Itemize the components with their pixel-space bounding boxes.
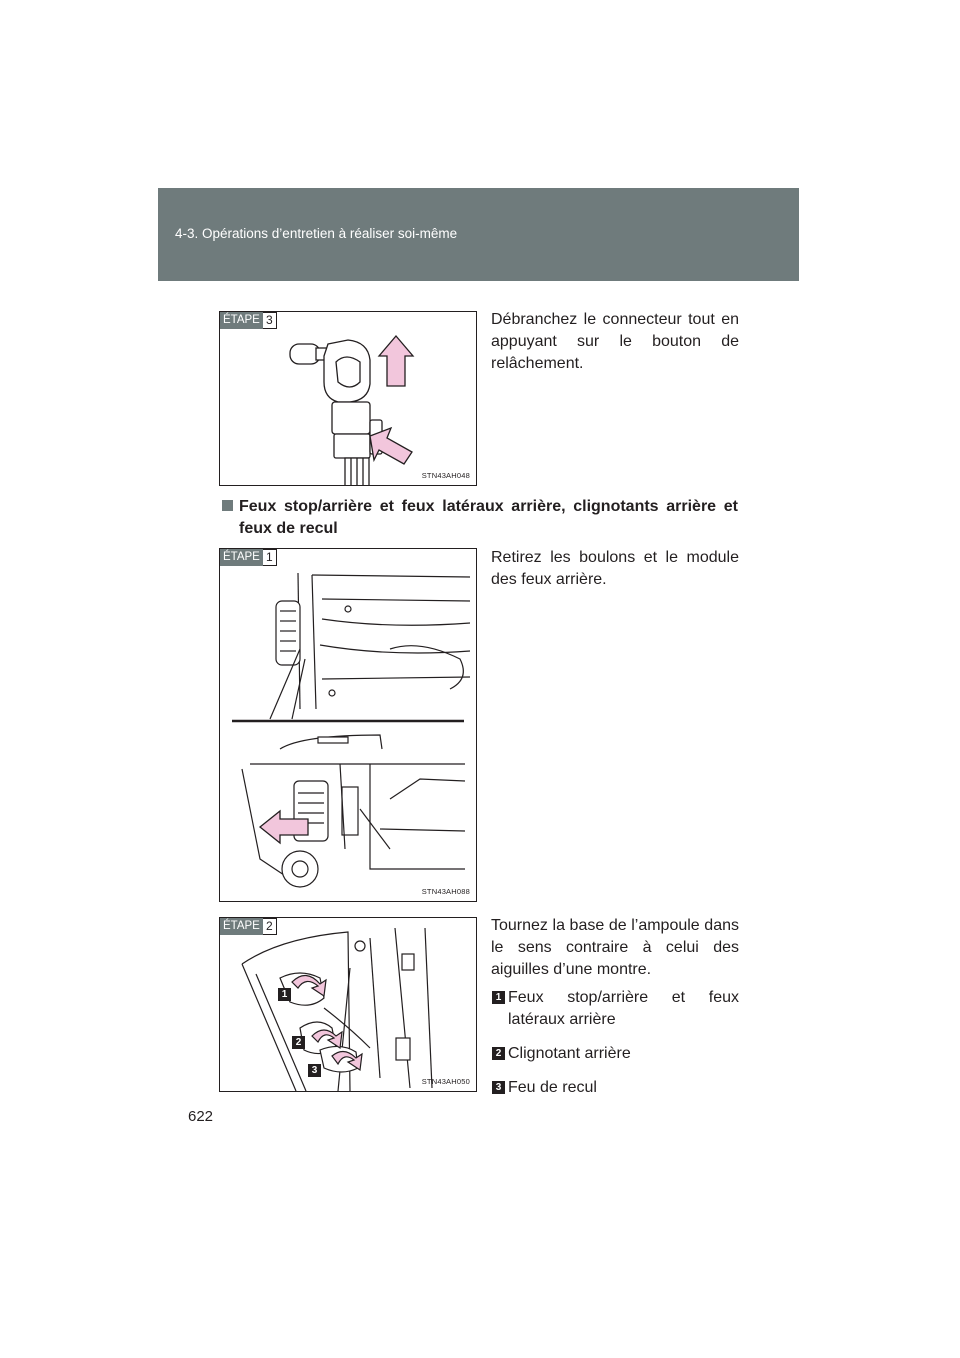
step-3-instruction: Débranchez le connecteur tout en appuyant sur le bouton de relâchement. [491,311,739,372]
section-heading-text: Feux stop/arrière et feux latéraux arrière, clignotants arrière et feux de recul [239,498,738,537]
legend-number: 3 [492,1081,505,1094]
step-number: 3 [263,312,277,329]
legend-label: Feux stop/arrière et feux latéraux arrière [508,989,739,1028]
callout-2: 2 [292,1036,305,1049]
figure-code: STN43AH048 [421,471,470,480]
legend-item [492,987,739,1031]
heading-square-icon [222,500,233,511]
step-badge [220,549,277,566]
figure-code: STN43AH088 [421,887,470,896]
figure-step-1 [219,548,477,902]
callout-1: 1 [278,988,291,1001]
page-number: 622 [188,1108,214,1125]
legend-label: Clignotant arrière [508,1045,631,1062]
step-1-instruction: Retirez les boulons et le module des feux arrière. [491,549,739,588]
step-number: 2 [263,918,277,935]
figure-step-2 [219,917,477,1092]
step-label: ÉTAPE [220,312,263,329]
step-badge [220,918,277,935]
push-arrow-icon [370,428,412,464]
step-badge [220,312,277,329]
step-2-instruction: Tournez la base de l’ampoule dans le sens contraire à celui des aiguilles d’une montre. [491,917,739,978]
step-label: ÉTAPE [220,549,263,566]
legend-item [492,1077,739,1099]
legend-number: 2 [492,1047,505,1060]
bulb-socket-illustration [220,918,476,1091]
section-breadcrumb: 4-3. Opérations d’entretien à réaliser soi-même [175,226,458,241]
legend-item [492,1043,739,1065]
pull-up-arrow-icon [379,336,413,386]
step-label: ÉTAPE [220,918,263,935]
connector-illustration [220,312,476,485]
figure-step-3 [219,311,477,486]
bulb-legend [492,987,739,1111]
figure-code: STN43AH050 [421,1077,470,1086]
tail-light-removal-illustration [220,549,476,901]
step-number: 1 [263,549,277,566]
legend-number: 1 [492,991,505,1004]
legend-label: Feu de recul [508,1079,597,1096]
callout-3: 3 [308,1064,321,1077]
section-heading [218,496,738,540]
